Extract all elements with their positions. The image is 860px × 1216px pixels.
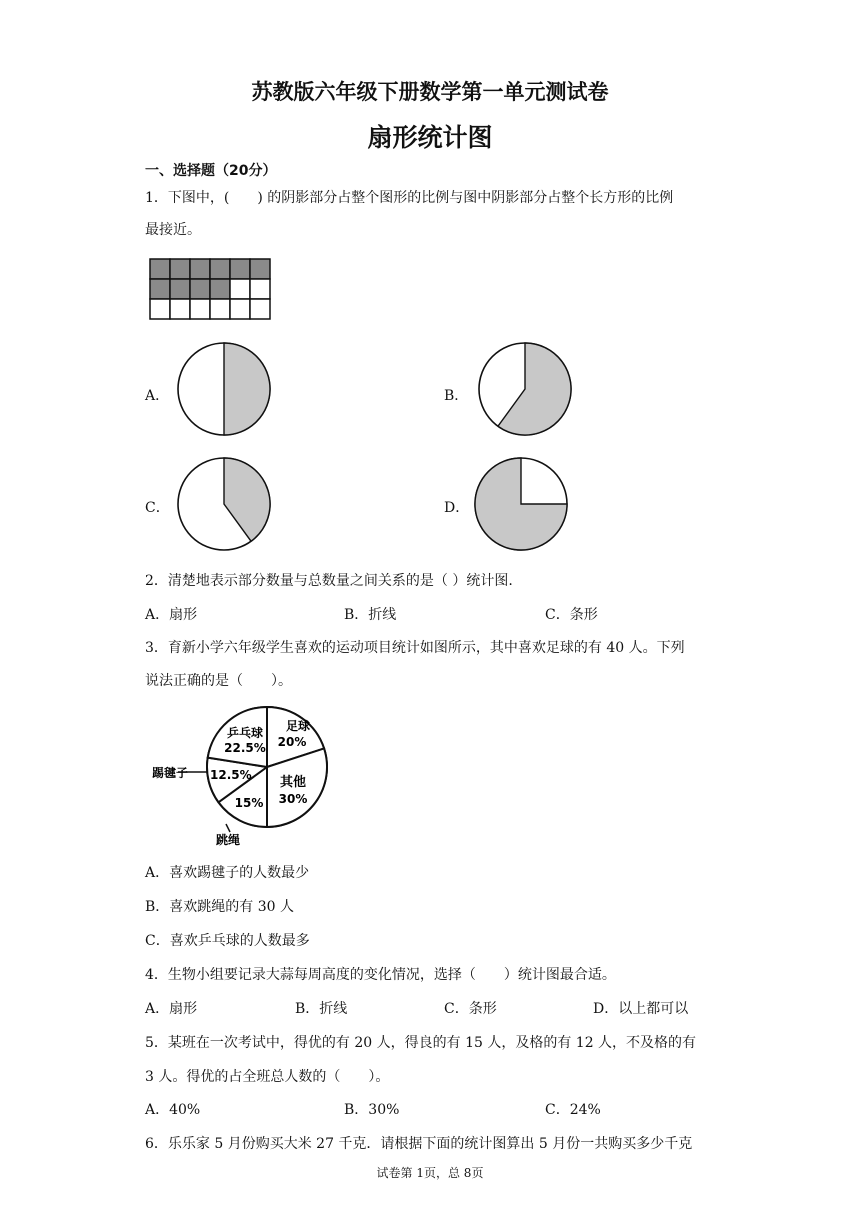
grid-cell-shaded — [150, 259, 170, 279]
page-footer: 试卷第 1页，总 8页 — [376, 1166, 484, 1180]
q4-option-d: D．以上都可以 — [593, 1001, 689, 1017]
q1-option-b-pie — [477, 341, 577, 441]
slice-label-jump-rope: 跳绳 — [215, 833, 241, 847]
grid-cell-shaded — [170, 259, 190, 279]
grid-cell-empty — [230, 279, 250, 299]
q2-text: 2．清楚地表示部分数量与总数量之间关系的是（ ）统计图. — [145, 573, 513, 589]
slice-pct-table-tennis: 22.5% — [224, 741, 266, 755]
slice-pct-other: 30% — [278, 792, 308, 806]
q3-option-c: C．喜欢乒乓球的人数最多 — [145, 933, 310, 949]
slice-label-kick-shuttlecock: 踢毽子 — [152, 766, 189, 780]
pie-shaded-sector — [224, 343, 270, 435]
q4-text: 4．生物小组要记录大蒜每周高度的变化情况，选择（ ）统计图最合适。 — [145, 967, 616, 983]
slice-pct-football: 20% — [277, 735, 307, 749]
grid-cell-empty — [230, 299, 250, 319]
q1-shaded-grid — [148, 257, 272, 323]
grid-cell-empty — [250, 279, 270, 299]
slice-label-other: 其他 — [279, 775, 307, 790]
q5-text-line1: 5．某班在一次考试中，得优的有 20 人，得良的有 15 人，及格的有 12 人，不及格的有 — [145, 1035, 697, 1051]
q6-text-line1: 6．乐乐家 5 月份购买大米 27 千克．请根据下面的统计图算出 5 月份一共购买多少千克 — [145, 1136, 693, 1152]
grid-cell-shaded — [170, 279, 190, 299]
grid-cell-shaded — [190, 259, 210, 279]
grid-cell-shaded — [210, 259, 230, 279]
exam-title: 苏教版六年级下册数学第一单元测试卷 — [251, 80, 609, 104]
q2-option-c: C．条形 — [545, 607, 598, 623]
slice-pct-kick-shuttlecock: 12.5% — [210, 768, 252, 782]
grid-cell-shaded — [190, 279, 210, 299]
slice-label-football: 足球 — [285, 719, 311, 733]
q3-sports-pie-chart — [150, 704, 350, 850]
grid-cell-empty — [170, 299, 190, 319]
q4-option-c: C．条形 — [444, 1001, 497, 1017]
q1-option-d-label: D． — [444, 500, 470, 516]
exam-subtitle: 扇形统计图 — [367, 123, 493, 152]
grid-cell-empty — [250, 299, 270, 319]
jump-rope-leader-line — [226, 824, 230, 832]
q5-option-b: B．30% — [344, 1102, 400, 1118]
grid-cell-shaded — [250, 259, 270, 279]
q1-text-line1: 1．下图中，( ) 的阴影部分占整个图形的比例与图中阴影部分占整个长方形的比例 — [145, 190, 674, 206]
q4-option-a: A．扇形 — [145, 1001, 198, 1017]
q4-option-b: B．折线 — [295, 1001, 348, 1017]
q3-text-line2: 说法正确的是（ ）。 — [145, 673, 292, 689]
q3-option-a: A．喜欢踢毽子的人数最少 — [145, 865, 310, 881]
q1-option-a-label: A． — [145, 388, 170, 404]
q1-option-b-label: B． — [444, 388, 469, 404]
q1-text-line2: 最接近。 — [145, 222, 201, 238]
q3-text-line1: 3．育新小学六年级学生喜欢的运动项目统计如图所示，其中喜欢足球的有 40 人。下列 — [145, 640, 685, 656]
grid-cell-empty — [210, 299, 230, 319]
grid-cell-empty — [150, 299, 170, 319]
q1-option-c-label: C． — [145, 500, 170, 516]
slice-label-table-tennis: 乒乓球 — [226, 726, 264, 740]
section-heading: 一、选择题（20分） — [145, 163, 277, 179]
grid-cell-shaded — [150, 279, 170, 299]
q3-option-b: B．喜欢跳绳的有 30 人 — [145, 899, 295, 915]
q1-option-d-pie — [473, 456, 573, 556]
q2-option-b: B．折线 — [344, 607, 397, 623]
q1-option-a-pie — [176, 341, 276, 441]
grid-cell-shaded — [210, 279, 230, 299]
grid-cell-shaded — [230, 259, 250, 279]
q2-option-a: A．扇形 — [145, 607, 198, 623]
slice-pct-jump-rope: 15% — [234, 796, 264, 810]
q5-option-a: A．40% — [145, 1102, 201, 1118]
grid-cell-empty — [190, 299, 210, 319]
q5-text-line2: 3 人。得优的占全班总人数的（ ）。 — [145, 1069, 390, 1085]
q1-option-c-pie — [176, 456, 276, 556]
q5-option-c: C．24% — [545, 1102, 601, 1118]
